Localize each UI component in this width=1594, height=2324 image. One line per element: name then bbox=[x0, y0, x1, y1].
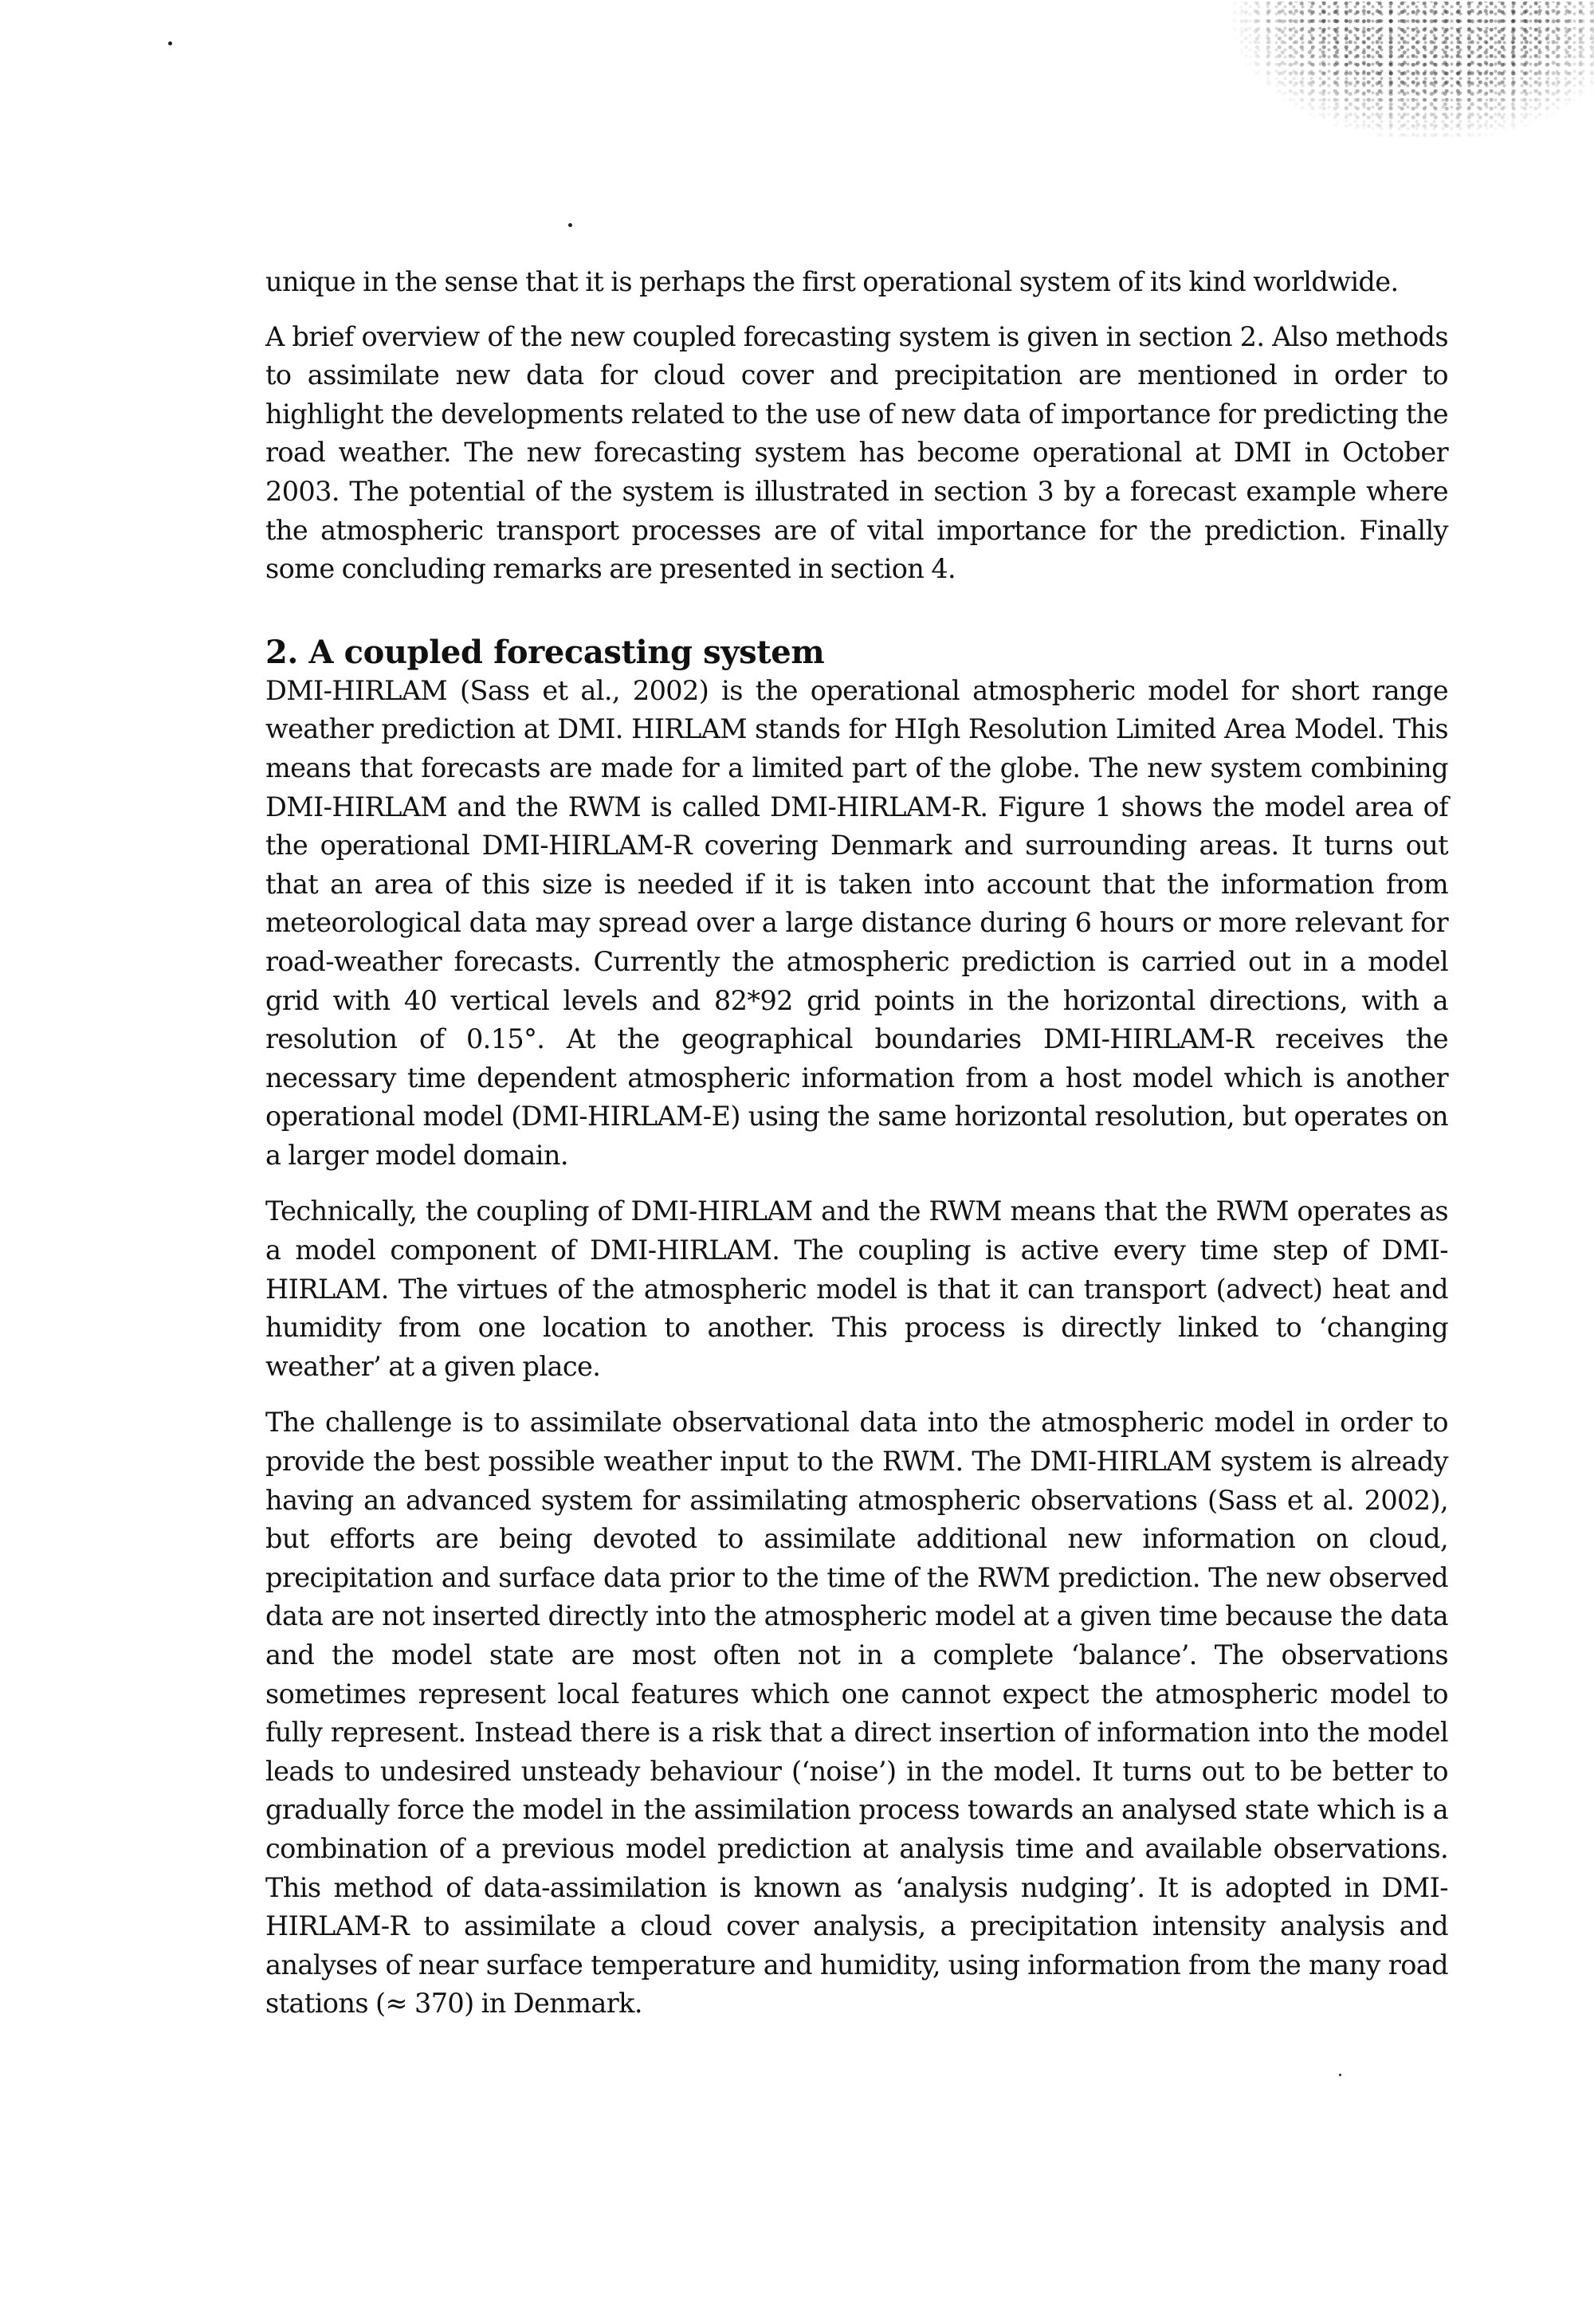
section-heading: 2. A coupled forecasting system bbox=[265, 633, 825, 671]
section-paragraph-1: DMI-HIRLAM (Sass et al., 2002) is the operational atmospheric model for short range weather prediction at DMI. HIRLAM stands for HIgh Resolution Limited Area Model. This means that forecasts are made for a limited part of the globe. The new system combining DMI-HIRLAM and the RWM is called DMI-HIRLAM-R. Figure 1 shows the model area of the operational DMI-HIRLAM-R covering Denmark and surrounding areas. It turns out that an area of this size is needed if it is taken into account that the information from meteorological data may spread over a large distance during 6 hours or more relevant for road-weather forecasts. Currently the atmospheric prediction is carried out in a model grid with 40 vertical levels and 82*92 grid points in the horizontal directions, with a resolution of 0.15°. At the geographical boundaries DMI-HIRLAM-R receives the necessary time dependent atmospheric information from a host model which is another operational model (DMI-HIRLAM-E) using the same horizontal resolution, but operates on a larger model domain. bbox=[265, 674, 1448, 1171]
section-paragraph-2: Technically, the coupling of DMI-HIRLAM and the RWM means that the RWM operates as a model component of DMI-HIRLAM. The coupling is active every time step of DMI-HIRLAM. The virtues of the atmospheric model is that it can transport (advect) heat and humidity from one location to another. This process is directly linked to ‘changing weather’ at a given place. bbox=[265, 1195, 1448, 1382]
scan-speck bbox=[1339, 2074, 1341, 2076]
page-body bbox=[265, 263, 1448, 2024]
scan-speck bbox=[168, 41, 172, 45]
intro-paragraph: A brief overview of the new coupled forecasting system is given in section 2. Also methods to assimilate new data for cloud cover and precipitation are mentioned in order to highlight the developments related to the use of new data of importance for predicting the road weather. The new forecasting system has become operational at DMI in October 2003. The potential of the system is illustrated in section 3 by a forecast example where the atmospheric transport processes are of vital importance for the prediction. Finally some concluding remarks are presented in section 4. bbox=[265, 320, 1448, 585]
scan-speck bbox=[568, 223, 572, 227]
intro-continuation: unique in the sense that it is perhaps the first operational system of its kind worldwide. bbox=[265, 266, 1399, 297]
scan-noise-artifact bbox=[1231, 2, 1594, 141]
section-paragraph-3: The challenge is to assimilate observational data into the atmospheric model in order to provide the best possible weather input to the RWM. The DMI-HIRLAM system is already having an advanced system for assimilating atmospheric observations (Sass et al. 2002), but efforts are being devoted to assimilate additional new information on cloud, precipitation and surface data prior to the time of the RWM prediction. The new observed data are not inserted directly into the atmospheric model at a given time because the data and the model state are most often not in a complete ‘balance’. The observations sometimes represent local features which one cannot expect the atmospheric model to fully represent. Instead there is a risk that a direct insertion of information into the model leads to undesired unsteady behaviour (‘noise’) in the model. It turns out to be better to gradually force the model in the assimilation process towards an analysed state which is a combination of a previous model prediction at analysis time and available observations. This method of data-assimilation is known as ‘analysis nudging’. It is adopted in DMI-HIRLAM-R to assimilate a cloud cover analysis, a precipitation intensity analysis and analyses of near surface temperature and humidity, using information from the many road stations (≈ 370) in Denmark. bbox=[265, 1407, 1448, 2020]
